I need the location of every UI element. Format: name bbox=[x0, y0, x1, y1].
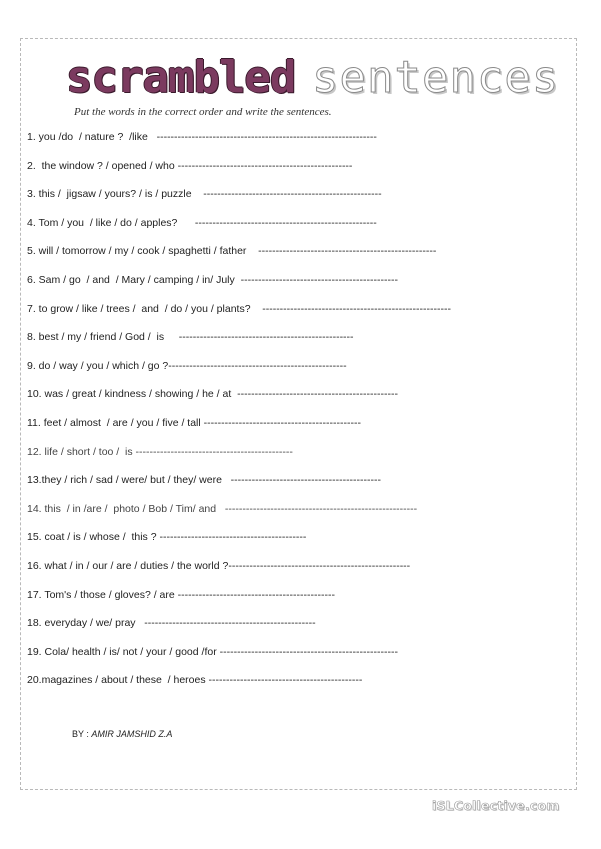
author-name: AMIR JAMSHID Z.A bbox=[91, 729, 173, 739]
list-item: 11. feet / almost / are / you / five / tall --------------------------------------------- bbox=[27, 416, 361, 429]
sentence-list bbox=[27, 127, 567, 699]
worksheet-title bbox=[0, 52, 601, 108]
list-item: 18. everyday / we/ pray ------------------------------------------------- bbox=[27, 617, 316, 630]
title-word-scrambled: scrambled bbox=[66, 52, 296, 103]
list-item: 8. best / my / friend / God / is -------------------------------------------------- bbox=[27, 331, 354, 344]
list-item: 15. coat / is / whose / this ? ------------------------------------------ bbox=[27, 531, 307, 544]
list-item: 3. this / jigsaw / yours? / is / puzzle --------------------------------------------------- bbox=[27, 188, 382, 201]
title-word-sentences: sentences bbox=[312, 52, 560, 103]
list-item: 14. this / in /are / photo / Bob / Tim/ and ------------------------------------------------------- bbox=[27, 502, 418, 515]
list-item: 13.they / rich / sad / were/ but / they/ were ------------------------------------------- bbox=[27, 474, 382, 487]
author-prefix: BY : bbox=[72, 729, 92, 739]
list-item: 10. was / great / kindness / showing / he / at ---------------------------------------------- bbox=[27, 388, 398, 401]
list-item: 12. life / short / too / is --------------------------------------------- bbox=[27, 445, 293, 458]
islcollective-logo: iSLCollective.com bbox=[432, 798, 560, 813]
list-item: 20.magazines / about / these / heroes -------------------------------------------- bbox=[27, 674, 363, 687]
list-item: 4. Tom / you / like / do / apples? ---------------------------------------------------- bbox=[27, 216, 377, 229]
list-item: 1. you /do / nature ? /like --------------------------------------------------------------- bbox=[27, 131, 377, 143]
list-item: 17. Tom's / those / gloves? / are --------------------------------------------- bbox=[27, 588, 335, 601]
author-credit bbox=[72, 729, 172, 739]
list-item: 9. do / way / you / which / go ?--------------------------------------------------- bbox=[27, 359, 347, 372]
list-item: 6. Sam / go / and / Mary / camping / in/ July --------------------------------------------- bbox=[27, 273, 398, 286]
list-item: 16. what / in / our / are / duties / the world ?---------------------------------------------------- bbox=[27, 559, 411, 572]
list-item: 7. to grow / like / trees / and / do / you / plants? ------------------------------------------------------ bbox=[27, 302, 452, 315]
list-item: 2. the window ? / opened / who -------------------------------------------------- bbox=[27, 159, 353, 172]
instructions: Put the words in the correct order and write the sentences. bbox=[74, 106, 332, 118]
list-item: 19. Cola/ health / is/ not / your / good /for --------------------------------------------------- bbox=[27, 645, 398, 658]
list-item: 5. will / tomorrow / my / cook / spaghetti / father --------------------------------------------------- bbox=[27, 245, 437, 258]
